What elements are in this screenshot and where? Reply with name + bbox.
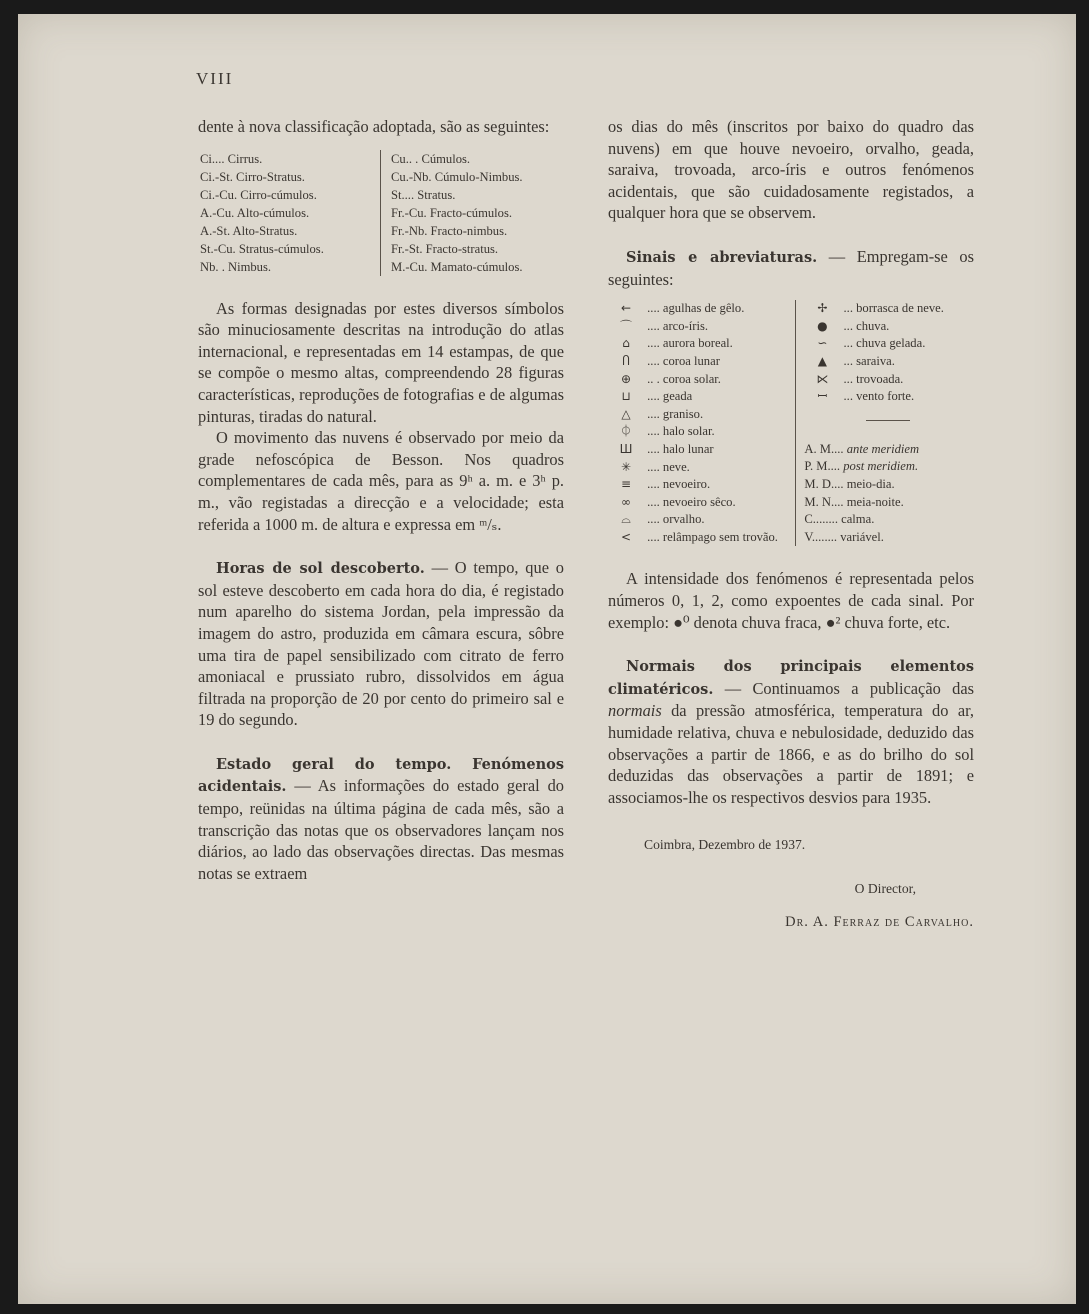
director-title: O Director, (854, 881, 916, 896)
signs-list-a (608, 300, 795, 546)
abbrev-row (804, 529, 974, 547)
sign-label: .... agulhas de gêlo. (644, 301, 745, 316)
sign-label: ... saraiva. (840, 353, 895, 368)
abbrev-code: A. M.... (804, 441, 847, 456)
sign-label: .... nevoeiro sêco. (644, 494, 736, 509)
director-name: Dr. A. Ferraz de Carvalho. (785, 913, 974, 930)
abbrev-code: V........ (804, 529, 841, 544)
sign-row (608, 423, 795, 441)
paragraph-sunshine: Horas de sol descoberto. — O tempo, que o sol esteve descoberto em cada hora do dia, é registado num aparelho do sistema Jordan, pela impressão da imagem do astro, produzida em câmara escura, sôbre uma tira de papel sensibilizado com citrato de ferro amoniacal e prussiato rubro, dissolvidos em água filtrada na proporção de 20 por cento do primeiro sal e 19 do segundo. (198, 558, 564, 730)
sign-row (608, 335, 795, 353)
weather-symbol-icon: ⌓ (621, 512, 631, 527)
sign-row (608, 406, 795, 424)
right-column (608, 116, 974, 933)
time-abbreviations (804, 441, 974, 547)
weather-symbol-icon: ⌂ (622, 336, 630, 351)
signs-list-b (804, 300, 974, 406)
heading-signs: Sinais e abreviaturas. (626, 248, 818, 266)
sign-label: ... trovoada. (840, 371, 904, 386)
sign-label: .... orvalho. (644, 512, 705, 527)
sign-label: .. . coroa solar. (644, 371, 721, 386)
paragraph-normals: Normais dos principais elementos climatéricos. — Continuamos a publicação das normais da pressão atmosférica, temperatura do ar, humidade relativa, chuva e nebulosidade, deduzido das observações a partir de 1866, e as do brilho do sol deduzidas das observações a partir de 1891; e associamos-lhe os respectivos desvios para 1935. (608, 658, 974, 807)
list-item: St.-Cu. Stratus-cúmulos. (200, 241, 324, 256)
weather-symbol-icon: ≡ (620, 477, 632, 492)
weather-symbol-icon: ⊔ (621, 389, 631, 404)
weather-symbol-icon: ⋉ (816, 371, 829, 386)
list-item: Fr.-Cu. Fracto-cúmulos. (391, 205, 513, 220)
list-item: A.-St. Alto-Stratus. (200, 223, 298, 238)
list-item: Fr.-St. Fracto-stratus. (391, 241, 499, 256)
weather-symbol-icon: ∞ (621, 494, 631, 509)
weather-symbol-icon: < (620, 529, 632, 544)
sign-row (804, 353, 974, 371)
sign-row (608, 300, 795, 318)
page (18, 14, 1076, 1304)
sign-row (608, 353, 795, 371)
sign-label: ... chuva gelada. (840, 336, 926, 351)
weather-symbol-icon: ✳ (620, 459, 632, 474)
sign-row (804, 300, 974, 318)
abbrev-row (804, 458, 974, 476)
list-item: Nb. . Nimbus. (200, 259, 272, 274)
abbrev-row (804, 494, 974, 512)
sign-row (608, 494, 795, 512)
sign-label: .... coroa lunar (644, 353, 720, 368)
weather-symbol-icon: Ш (619, 441, 633, 456)
sign-label: ... chuva. (840, 318, 890, 333)
sign-row (608, 441, 795, 459)
weather-symbol-icon: ⏀ (619, 424, 632, 439)
sign-label: .... halo lunar (644, 441, 714, 456)
sign-row (804, 335, 974, 353)
paragraph-general-weather: Estado geral do tempo. Fenómenos acidentais. — As informações do estado geral do tempo, reünidas na última página de cada mês, são a transcrição das notas que os observadores lançam nos diários, ao lado das observações directas. Das mesmas notas se extraem (198, 755, 564, 883)
abbrev-row (804, 476, 974, 494)
sign-label: ... borrasca de neve. (840, 301, 944, 316)
sign-label: .... geada (644, 389, 693, 404)
abbrev-meaning: calma. (841, 512, 875, 527)
weather-symbol-icon: ⌒ (619, 318, 632, 333)
sign-label: .... neve. (644, 459, 690, 474)
sign-label: ... vento forte. (840, 389, 915, 404)
weather-symbol-icon: ● (817, 318, 828, 333)
sign-row (608, 318, 795, 336)
weather-symbol-icon: ▲ (817, 353, 827, 368)
paragraph-intro: dente à nova classificação adoptada, são as seguintes: (198, 117, 550, 136)
list-item: M.-Cu. Mamato-cúmulos. (391, 259, 523, 274)
weather-symbol-icon: △ (621, 406, 631, 421)
weather-symbol-icon: ← (620, 301, 632, 316)
abbrev-code: C........ (804, 512, 842, 527)
sign-label: .... relâmpago sem trovão. (644, 529, 778, 544)
signs-list-b-wrap (795, 300, 974, 546)
place-date: Coimbra, Dezembro de 1937. (644, 837, 806, 853)
abbrev-code: P. M.... (804, 459, 844, 474)
sign-row (804, 371, 974, 389)
weather-symbol-icon: ⊕ (620, 371, 632, 386)
abbrev-code: M. D.... (804, 476, 847, 491)
abbrev-meaning: ante meridiem (846, 441, 920, 456)
weather-symbol-icon: ✢ (817, 301, 828, 316)
paragraph-forms: As formas designadas por estes diversos símbolos são minuciosamente descritas na introdução do atlas internacional, e representadas em 14 estampas, de que se compõe o mesmo altas, compreendendo 28 figuras características, reproduções de fotografias e de algumas pinturas, tiradas do natural. (198, 298, 564, 426)
abbrev-meaning: variável. (840, 529, 884, 544)
sign-row (608, 371, 795, 389)
list-item: Cu.-Nb. Cúmulo-Nimbus. (391, 169, 523, 184)
paragraph-movement: O movimento das nuvens é observado por meio da grade nefoscópica de Besson. Nos quadros complementares de cada mês, para as 9ʰ a. m. e 3ʰ p. m., vão registadas a direcção e a velocidade; esta referida a 1000 m. de altura e expressa em ᵐ/ₛ. (198, 428, 564, 534)
signs-table (608, 300, 974, 546)
sign-row (608, 459, 795, 477)
abbrev-code: M. N.... (804, 494, 847, 509)
list-item: A.-Cu. Alto-cúmulos. (200, 205, 310, 220)
list-item: Ci.-Cu. Cirro-cúmulos. (200, 187, 317, 202)
page-number: VIII (196, 69, 234, 88)
list-item: St.... Stratus. (391, 187, 456, 202)
sign-label: .... graniso. (644, 406, 704, 421)
weather-symbol-icon: ꟷ (817, 389, 828, 404)
abbrev-row (804, 511, 974, 529)
weather-symbol-icon: ∽ (817, 336, 828, 351)
list-item: Cu.. . Cúmulos. (391, 151, 471, 166)
left-column (198, 116, 564, 884)
sign-row (804, 388, 974, 406)
weather-symbol-icon: Ⴖ (622, 353, 630, 368)
sign-label: .... nevoeiro. (644, 477, 711, 492)
list-item: Ci.... Cirrus. (200, 151, 263, 166)
heading-sunshine: Horas de sol descoberto. (216, 560, 425, 578)
paragraph-signs: Sinais e abreviaturas. — Empregam-se os seguintes: (608, 246, 975, 289)
paragraph-intensity: A intensidade dos fenómenos é representada pelos números 0, 1, 2, como expoentes de cada sinal. Por exemplo: ●⁰ denota chuva fraca, ●² chuva forte, etc. (608, 569, 974, 632)
list-item: Fr.-Nb. Fracto-nimbus. (391, 223, 508, 238)
heading-normals: Normais dos principais elementos climatéricos. (608, 658, 974, 698)
sign-row (608, 529, 795, 547)
divider (866, 420, 910, 421)
heading-general-weather: Estado geral do tempo. Fenómenos acidentais. (198, 755, 564, 796)
sign-label: .... arco-íris. (644, 318, 708, 333)
sign-row (804, 318, 974, 336)
list-item: Ci.-St. Cirro-Stratus. (200, 169, 305, 184)
sign-label: .... aurora boreal. (644, 336, 733, 351)
cloud-list-a (198, 150, 380, 276)
abbrev-row (804, 441, 974, 459)
sign-row (608, 511, 795, 529)
abbrev-meaning: meio-dia. (846, 476, 895, 491)
sign-row (608, 476, 795, 494)
cloud-abbreviation-table (198, 150, 564, 276)
cloud-list-b (380, 150, 523, 276)
sign-label: .... halo solar. (644, 424, 715, 439)
paragraph-days: os dias do mês (inscritos por baixo do quadro das nuvens) em que houve nevoeiro, orvalho, geada, saraiva, trovoada, arco-íris e outros fenómenos acidentais, que são cuidadosamente registados, a qualquer hora que se observem. (608, 117, 974, 223)
abbrev-meaning: meia-noite. (846, 494, 904, 509)
abbrev-meaning: post meridiem. (843, 459, 919, 474)
sign-row (608, 388, 795, 406)
